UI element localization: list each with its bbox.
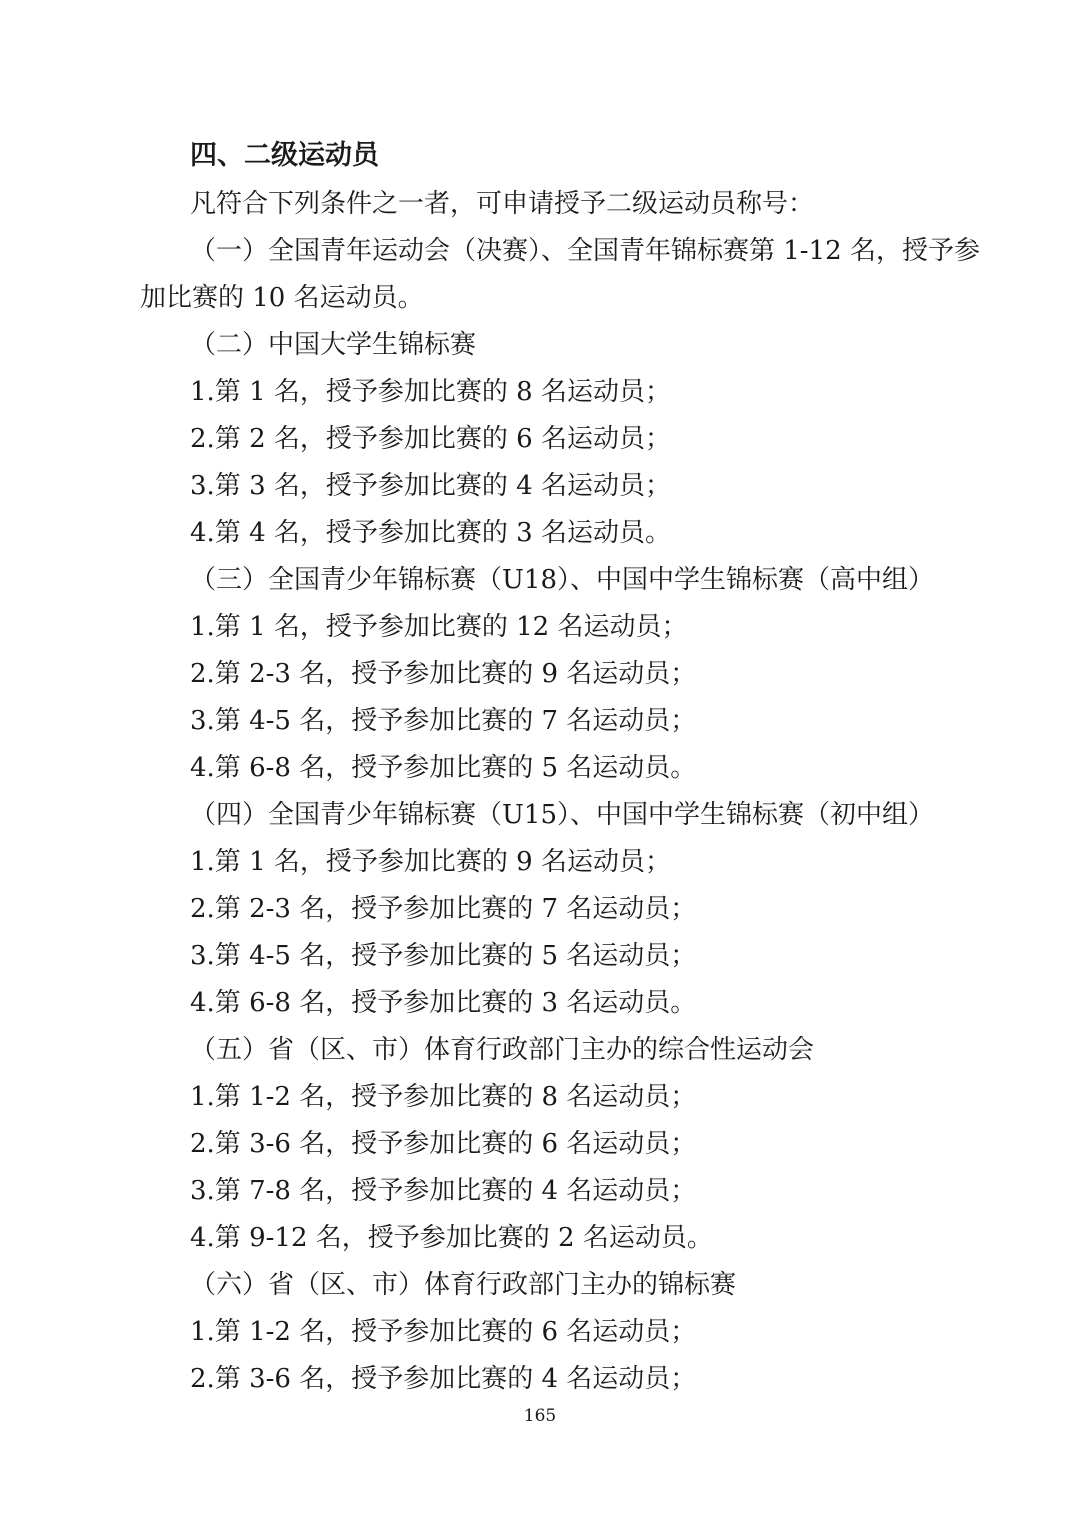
list-item: 4.第 9-12 名，授予参加比赛的 2 名运动员。: [190, 1223, 713, 1253]
list-item: 2.第 2-3 名，授予参加比赛的 9 名运动员；: [190, 659, 697, 689]
list-item: 4.第 6-8 名，授予参加比赛的 5 名运动员。: [190, 753, 697, 783]
clause-title-2: （二）中国大学生锦标赛: [190, 330, 477, 360]
list-item: 3.第 7-8 名，授予参加比赛的 4 名运动员；: [190, 1176, 697, 1206]
page-number: 165: [523, 1406, 557, 1426]
list-item: 2.第 2-3 名，授予参加比赛的 7 名运动员；: [190, 894, 697, 924]
clause-title-1-continued: 加比赛的 10 名运动员。: [140, 283, 424, 313]
clause-title-5: （五）省（区、市）体育行政部门主办的综合性运动会: [190, 1035, 815, 1065]
clause-title-6: （六）省（区、市）体育行政部门主办的锦标赛: [190, 1270, 737, 1300]
list-item: 3.第 4-5 名，授予参加比赛的 5 名运动员；: [190, 941, 697, 971]
section-heading: 四、二级运动员: [190, 140, 379, 171]
list-item: 4.第 4 名，授予参加比赛的 3 名运动员。: [190, 518, 671, 548]
clause-title-1: （一）全国青年运动会（决赛）、全国青年锦标赛第 1-12 名，授予参: [190, 236, 980, 266]
list-item: 2.第 3-6 名，授予参加比赛的 6 名运动员；: [190, 1129, 697, 1159]
clause-title-3: （三）全国青少年锦标赛（U18）、中国中学生锦标赛（高中组）: [190, 565, 934, 595]
list-item: 2.第 3-6 名，授予参加比赛的 4 名运动员；: [190, 1364, 697, 1394]
list-item: 1.第 1-2 名，授予参加比赛的 6 名运动员；: [190, 1317, 697, 1347]
list-item: 3.第 4-5 名，授予参加比赛的 7 名运动员；: [190, 706, 697, 736]
list-item: 2.第 2 名，授予参加比赛的 6 名运动员；: [190, 424, 671, 454]
list-item: 1.第 1 名，授予参加比赛的 8 名运动员；: [190, 377, 671, 407]
list-item: 3.第 3 名，授予参加比赛的 4 名运动员；: [190, 471, 671, 501]
list-item: 4.第 6-8 名，授予参加比赛的 3 名运动员。: [190, 988, 697, 1018]
clause-title-4: （四）全国青少年锦标赛（U15）、中国中学生锦标赛（初中组）: [190, 800, 934, 830]
list-item: 1.第 1-2 名，授予参加比赛的 8 名运动员；: [190, 1082, 697, 1112]
list-item: 1.第 1 名，授予参加比赛的 12 名运动员；: [190, 612, 688, 642]
list-item: 1.第 1 名，授予参加比赛的 9 名运动员；: [190, 847, 671, 877]
intro-paragraph: 凡符合下列条件之一者，可申请授予二级运动员称号：: [190, 189, 815, 219]
